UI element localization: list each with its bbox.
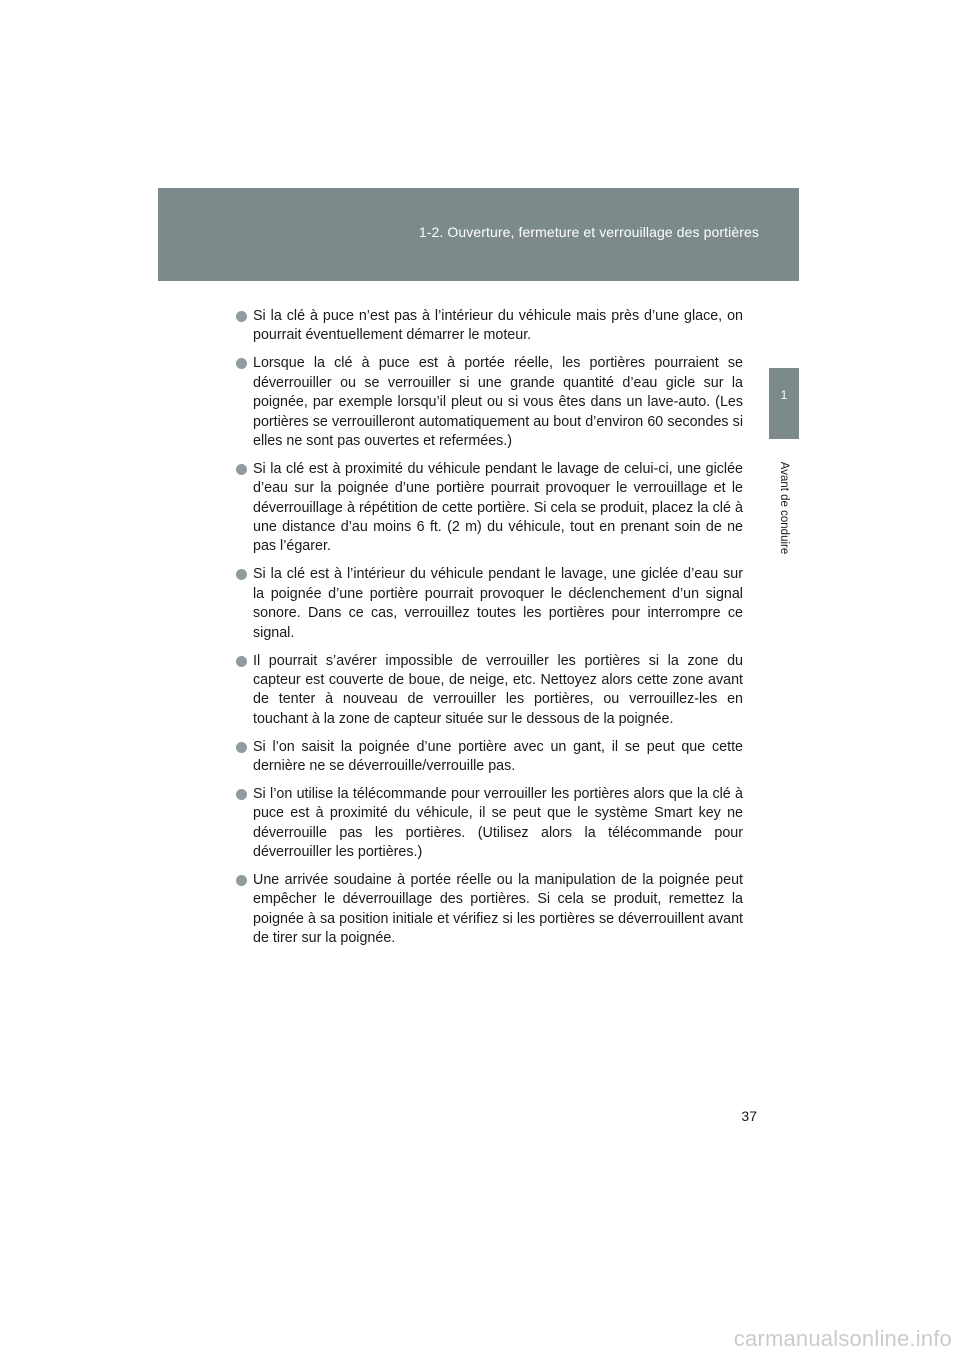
watermark: carmanualsonline.info (733, 1326, 952, 1351)
list-item-text: Si la clé est à proximité du véhicule pendant le lavage de celui-ci, une giclée d’eau sur la poignée d’une portière pourrait provoquer le verrouillage et le déverrouillage à répétition de cette portière. Si cela se produit, placez la clé à une distance d’au moins 6 ft. (2 m) du véhicule, tout en prenant soin de ne pas l’égarer. (253, 460, 743, 555)
bullet-icon (236, 789, 247, 800)
list-item-text: Si l’on saisit la poignée d’une portière avec un gant, il se peut que cette dernière ne se déverrouille/verrouille pas. (253, 738, 743, 775)
list-item (236, 307, 743, 346)
chapter-label-container (773, 448, 795, 568)
bullet-icon (236, 656, 247, 667)
chapter-label: Avant de conduire (778, 461, 790, 555)
bullet-icon (236, 875, 247, 886)
list-item-text: Il pourrait s’avérer impossible de verrouiller les portières si la zone du capteur est couverte de boue, de neige, etc. Nettoyez alors cette zone avant de tenter à nouveau de verrouiller les portières, ou verrouillez-les en touchant à la zone de capteur située sur le dessous de la poignée. (253, 652, 743, 727)
page-number: 37 (741, 1108, 757, 1124)
list-item (236, 738, 743, 777)
list-item-text: Lorsque la clé à puce est à portée réelle, les portières pourraient se déverrouiller ou se verrouiller si une grande quantité d’eau gicle sur la poignée, par exemple lorsqu’il pleut ou si vous êtes dans un lave-auto. (Les portières se verrouilleront automatiquement au bout d’environ 60 secondes si elles ne sont pas ouvertes et refermées.) (253, 355, 743, 449)
section-title: 1-2. Ouverture, fermeture et verrouillage des portières (418, 224, 759, 240)
list-item-text: Si la clé à puce n’est pas à l’intérieur du véhicule mais près d’une glace, on pourrait éventuellement démarrer le moteur. (253, 308, 743, 344)
bullet-icon (236, 358, 247, 369)
bullet-list (236, 307, 743, 957)
bullet-icon (236, 742, 247, 753)
chapter-number: 1 (780, 388, 788, 402)
section-header-band (158, 188, 799, 281)
bullet-icon (236, 569, 247, 580)
list-item (236, 354, 743, 451)
list-item (236, 652, 743, 730)
chapter-tab (769, 368, 799, 439)
list-item-text: Une arrivée soudaine à portée réelle ou la manipulation de la poignée peut empêcher le déverrouillage des portières. Si cela se produit, remettez la poignée à sa position initiale et vérifiez si les portières se déverrouillent avant de tirer sur la poignée. (253, 872, 743, 947)
list-item-text: Si l’on utilise la télécommande pour verrouiller les portières alors que la clé à puce est à proximité du véhicule, il se peut que le système Smart key ne déverrouille pas les portières. (Utilisez alors la télécommande pour déverrouiller les portières.) (253, 785, 743, 861)
list-item (236, 871, 743, 949)
list-item (236, 460, 743, 557)
bullet-icon (236, 311, 247, 322)
bullet-icon (236, 464, 247, 475)
list-item-text: Si la clé est à l’intérieur du véhicule pendant le lavage, une giclée d’eau sur la poignée d’une portière pourrait provoquer le déclenchement d’un signal sonore. Dans ce cas, verrouillez toutes les portières pour interrompre ce signal. (253, 566, 743, 641)
list-item (236, 565, 743, 643)
list-item (236, 785, 743, 863)
